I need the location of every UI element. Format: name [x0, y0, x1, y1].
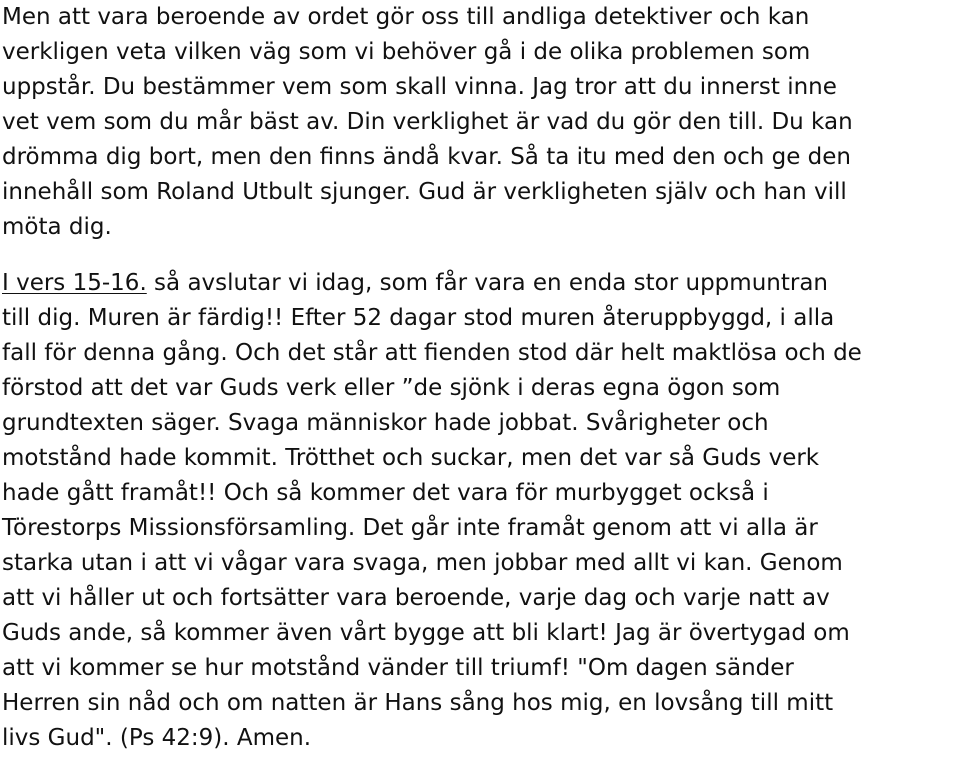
paragraph-2-line-11: Guds ande, så kommer även vårt bygge att bli klart! Jag är övertygad om	[2, 620, 850, 646]
paragraph-2-line-5: grundtexten säger. Svaga människor hade jobbat. Svårigheter och	[2, 410, 769, 436]
paragraph-2-line-12: att vi kommer se hur motstånd vänder till triumf! "Om dagen sänder	[2, 655, 794, 681]
paragraph-1-line-6: innehåll som Roland Utbult sjunger. Gud är verkligheten själv och han vill	[2, 179, 847, 205]
paragraph-1-line-4: vet vem som du mår bäst av. Din verklighet är vad du gör den till. Du kan	[2, 109, 853, 135]
paragraph-1-line-2: verkligen veta vilken väg som vi behöver gå i de olika problemen som	[2, 39, 811, 65]
paragraph-2-line-13: Herren sin nåd och om natten är Hans sång hos mig, en lovsång till mitt	[2, 690, 834, 716]
paragraph-2-line-2: till dig. Muren är färdig!! Efter 52 dagar stod muren återuppbyggd, i alla	[2, 305, 835, 331]
paragraph-2-line-3: fall för denna gång. Och det står att fienden stod där helt maktlösa och de	[2, 340, 862, 366]
paragraph-2-line-8: Törestorps Missionsförsamling. Det går inte framåt genom att vi alla är	[2, 515, 818, 541]
bible-reference: I vers 15-16.	[2, 270, 147, 296]
paragraph-2-line-9: starka utan i att vi vågar vara svaga, men jobbar med allt vi kan. Genom	[2, 550, 843, 576]
paragraph-2-line-1-text: så avslutar vi idag, som får vara en enda stor uppmuntran	[146, 270, 828, 296]
paragraph-2-line-1	[2, 268, 828, 298]
paragraph-2-line-10: att vi håller ut och fortsätter vara beroende, varje dag och varje natt av	[2, 585, 830, 611]
paragraph-2-line-7: hade gått framåt!! Och så kommer det vara för murbygget också i	[2, 480, 769, 506]
paragraph-1-line-7: möta dig.	[2, 214, 112, 240]
paragraph-1-line-1: Men att vara beroende av ordet gör oss till andliga detektiver och kan	[2, 4, 810, 30]
paragraph-1-line-3: uppstår. Du bestämmer vem som skall vinna. Jag tror att du innerst inne	[2, 74, 837, 100]
paragraph-2-line-14: livs Gud". (Ps 42:9). Amen.	[2, 725, 312, 751]
paragraph-1-line-5: drömma dig bort, men den finns ändå kvar. Så ta itu med den och ge den	[2, 144, 852, 170]
paragraph-2-line-6: motstånd hade kommit. Trötthet och suckar, men det var så Guds verk	[2, 445, 820, 471]
paragraph-2-line-4: förstod att det var Guds verk eller ”de sjönk i deras egna ögon som	[2, 375, 781, 401]
